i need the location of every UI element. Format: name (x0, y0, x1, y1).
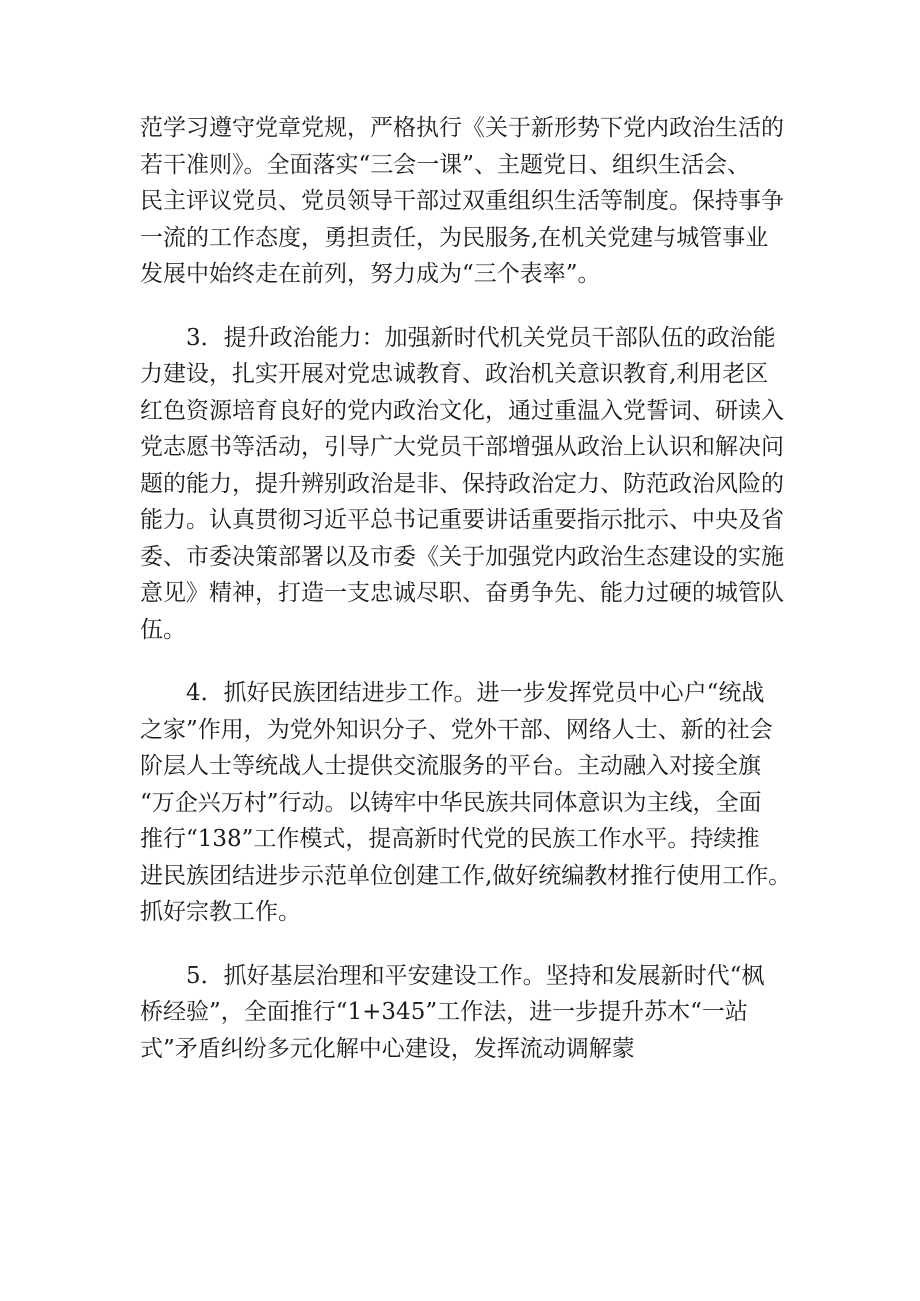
text-line: 范学习遵守党章党规，严格执行《关于新形势下党内政治生活的 (140, 115, 784, 141)
text-line: 红色资源培育良好的党内政治文化，通过重温入党誓词、研读入 (140, 397, 784, 424)
text-line: 4．抓好民族团结进步工作。进一步发挥党员中心户“统战 (186, 680, 765, 706)
text-line: 3．提升政治能力：加强新时代机关党员干部队伍的政治能 (186, 324, 776, 351)
text-line: “万企兴万村”行动。以铸牢中华民族共同体意识为主线，全面 (140, 789, 762, 816)
text-line: 抓好宗教工作。 (140, 899, 301, 925)
text-line: 推行“138”工作模式，提高新时代党的民族工作水平。持续推 (140, 826, 760, 852)
text-line: 力建设，扎实开展对党忠诚教育、政治机关意识教育,利用老区 (140, 361, 769, 387)
text-line: 5．抓好基层治理和平安建设工作。坚持和发展新时代“枫 (186, 962, 765, 989)
text-line: 民主评议党员、党员领导干部过双重组织生活等制度。保持事争 (140, 188, 784, 214)
text-line: 委、市委决策部署以及市委《关于加强党内政治生态建设的实施 (140, 543, 784, 570)
paragraph-item-4 (140, 675, 800, 931)
text-line: 桥经验”，全面推行“1+345”工作法，进一步提升苏木“一站 (140, 999, 748, 1025)
text-line: 阶层人士等统战人士提供交流服务的平台。主动融入对接全旗 (140, 753, 761, 779)
text-line: 若干准则》。全面落实“三会一课”、主题党日、组织生活会、 (140, 151, 751, 178)
paragraph-item-5 (140, 958, 800, 1068)
text-line: 之家”作用，为党外知识分子、党外干部、网络人士、新的社会 (140, 716, 773, 743)
paragraph-continuation (140, 110, 800, 293)
text-line: 进民族团结进步示范单位创建工作,做好统编教材推行使用工作。 (140, 862, 792, 889)
text-line: 式”矛盾纠纷多元化解中心建设，发挥流动调解蒙 (140, 1035, 635, 1062)
text-line: 一流的工作态度，勇担责任，为民服务,在机关党建与城管事业 (140, 224, 769, 251)
text-line: 发展中始终走在前列，努力成为“三个表率”。 (140, 261, 601, 287)
document-body (140, 110, 800, 1094)
text-line: 伍。 (140, 616, 186, 643)
paragraph-item-3 (140, 320, 800, 649)
text-line: 党志愿书等活动，引导广大党员干部增强从政治上认识和解决问 (140, 434, 784, 460)
text-line: 能力。认真贯彻习近平总书记重要讲话重要指示批示、中央及省 (140, 507, 784, 533)
text-line: 题的能力，提升辨别政治是非、保持政治定力、防范政治风险的 (140, 470, 784, 497)
text-line: 意见》精神，打造一支忠诚尽职、奋勇争先、能力过硬的城管队 (140, 580, 784, 606)
